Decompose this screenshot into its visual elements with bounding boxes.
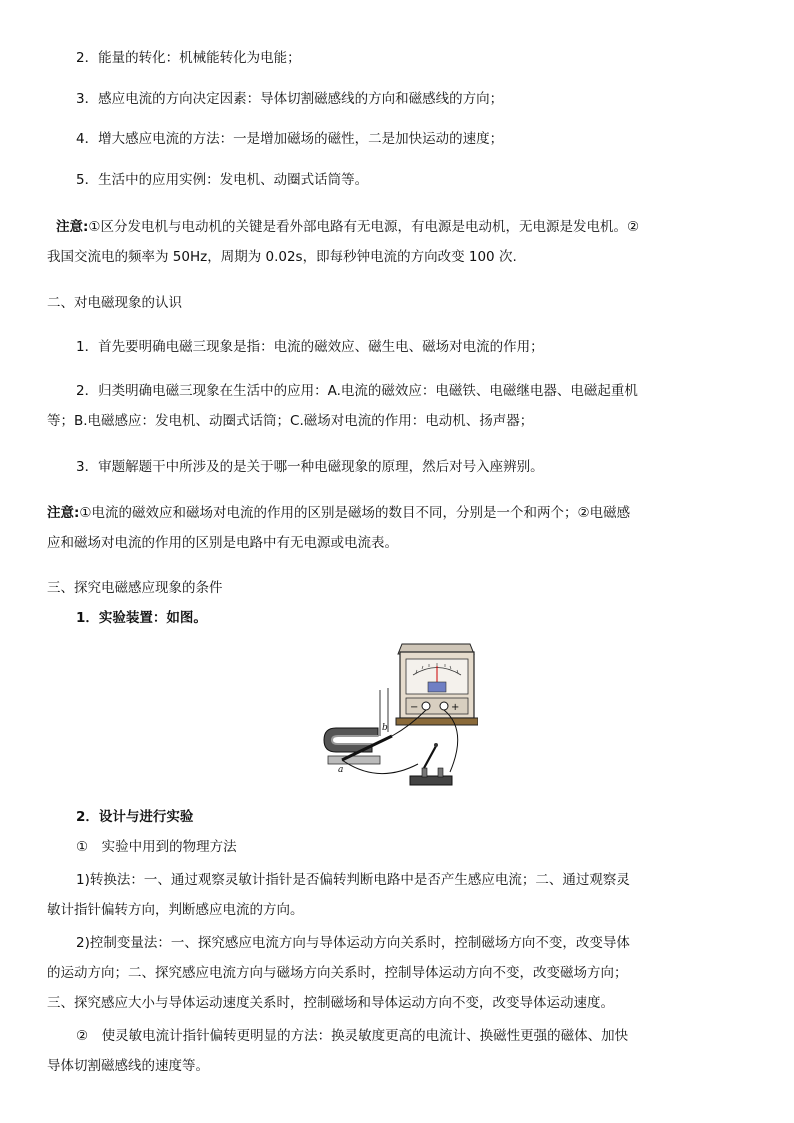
control-variable-line-1: 2)控制变量法：一、探究感应电流方向与导体运动方向关系时，控制磁场方向不变，改变导体 bbox=[76, 935, 630, 951]
current-direction-factors-item: 3．感应电流的方向决定因素：导体切割磁感线的方向和磁感线的方向； bbox=[76, 91, 504, 107]
note-1-text-1: ①区分发电机与电动机的关键是看外部电路有无电源，有电源是电动机，无电源是发电机。② bbox=[88, 219, 640, 235]
note-1-line-1 bbox=[56, 217, 639, 237]
three-phenomena-item: 1．首先要明确电磁三现象是指：电流的磁效应、磁生电、磁场对电流的作用； bbox=[76, 339, 544, 355]
minus-terminal-label: − bbox=[410, 702, 419, 713]
classification-line-2: 等；B.电磁感应：发电机、动圈式话筒；C.磁场对电流的作用：电动机、扬声器； bbox=[47, 413, 534, 429]
problem-solving-item: 3．审题解题干中所涉及的是关于哪一种电磁现象的原理，然后对号入座辨别。 bbox=[76, 459, 544, 475]
tip-line-2: 导体切割磁感线的速度等。 bbox=[47, 1058, 209, 1074]
note-2-line-2: 应和磁场对电流的作用的区别是电路中有无电源或电流表。 bbox=[47, 535, 398, 551]
label-b: b bbox=[382, 723, 388, 733]
conversion-method-line-1: 1)转换法：一、通过观察灵敏计指针是否偏转判断电路中是否产生感应电流；二、通过观察灵 bbox=[76, 872, 630, 888]
plus-terminal-label: + bbox=[451, 702, 460, 713]
galvanometer bbox=[396, 644, 478, 725]
energy-conversion-item: 2．能量的转化：机械能转化为电能； bbox=[76, 50, 301, 66]
terminal-right bbox=[440, 702, 448, 710]
note-label: 注意: bbox=[56, 219, 89, 235]
experiment-apparatus-figure bbox=[318, 640, 478, 790]
label-a: a bbox=[338, 765, 344, 775]
control-variable-line-3: 三、探究感应大小与导体运动速度关系时，控制磁场和导体运动方向不变，改变导体运动速度。 bbox=[47, 995, 614, 1011]
terminal-left bbox=[422, 702, 430, 710]
physics-methods-title: ① 实验中用到的物理方法 bbox=[76, 839, 237, 855]
section-3-heading: 三、探究电磁感应现象的条件 bbox=[47, 580, 223, 596]
increase-current-methods-item: 4．增大感应电流的方法：一是增加磁场的磁性，二是加快运动的速度； bbox=[76, 131, 504, 147]
section-2-heading: 二、对电磁现象的认识 bbox=[47, 295, 182, 311]
note-1-line-2: 我国交流电的频率为 50Hz，周期为 0.02s，即每秒钟电流的方向改变 100 次. bbox=[47, 249, 517, 265]
control-variable-line-2: 的运动方向；二、探究感应电流方向与磁场方向关系时，控制导体运动方向不变，改变磁场方向； bbox=[47, 965, 628, 981]
experiment-setup-heading: 1．实验装置：如图。 bbox=[76, 610, 207, 626]
note-2-line-1 bbox=[47, 503, 630, 523]
switch bbox=[410, 743, 452, 785]
tip-line-1: ② 使灵敏电流计指针偏转更明显的方法：换灵敏度更高的电流计、换磁性更强的磁体、加快 bbox=[76, 1028, 629, 1044]
design-experiment-heading: 2．设计与进行实验 bbox=[76, 809, 194, 825]
note-label: 注意: bbox=[47, 505, 80, 521]
conversion-method-line-2: 敏计指针偏转方向，判断感应电流的方向。 bbox=[47, 902, 304, 918]
application-examples-item: 5．生活中的应用实例：发电机、动圈式话筒等。 bbox=[76, 172, 369, 188]
classification-line-1: 2．归类明确电磁三现象在生活中的应用：A.电流的磁效应：电磁铁、电磁继电器、电磁起重机 bbox=[76, 383, 638, 399]
note-2-text-1: ①电流的磁效应和磁场对电流的作用的区别是磁场的数目不同，分别是一个和两个；②电磁感 bbox=[79, 505, 631, 521]
